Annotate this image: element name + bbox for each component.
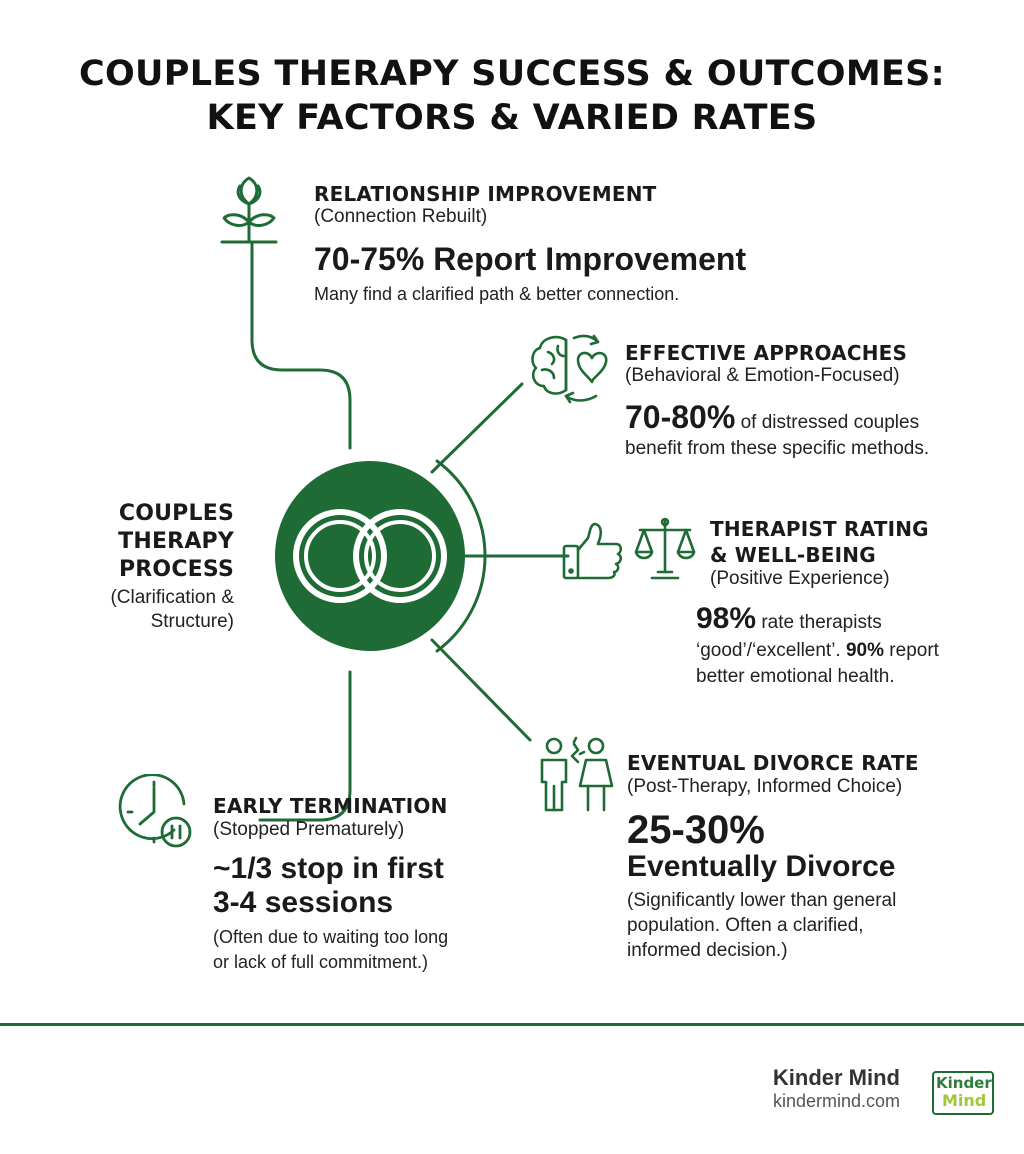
approaches-body-1: of distressed couples: [735, 412, 920, 433]
logo-text-top: Kinder: [936, 1074, 992, 1092]
divorce-body-1: (Significantly lower than general: [627, 890, 897, 911]
center-sub-1: (Clarification &: [110, 587, 234, 608]
logo-text-bottom: Mind: [942, 1091, 987, 1110]
approaches-body-2: benefit from these specific methods.: [625, 438, 930, 459]
rating-line-1: [696, 600, 882, 642]
rating-body-1: rate therapists: [756, 612, 882, 633]
interlocked-rings-icon: [275, 461, 465, 651]
center-label: [110, 500, 234, 634]
clock-pause-icon: [118, 774, 198, 854]
termination-body-2: or lack of full commitment.): [213, 952, 429, 972]
rating-body-2b: report: [884, 640, 939, 661]
rating-stat: 98%: [696, 602, 757, 635]
couple-icon: [536, 736, 616, 814]
termination-stat-2: 3-4 sessions: [213, 886, 394, 919]
rating-subheading: (Positive Experience): [710, 568, 890, 589]
divorce-subheading: (Post-Therapy, Informed Choice): [627, 776, 903, 797]
connector-divorce: [432, 640, 530, 740]
improvement-stat: 70-75% Report Improvement: [314, 241, 747, 277]
termination-heading: EARLY TERMINATION: [213, 794, 448, 818]
improvement-heading: RELATIONSHIP IMPROVEMENT: [314, 182, 657, 206]
rating-stat-2: 90%: [845, 640, 885, 661]
approaches-stat: 70-80%: [625, 399, 736, 435]
divorce-body-2: population. Often a clarified,: [627, 915, 864, 936]
center-line-3: PROCESS: [118, 557, 234, 582]
title-line-2: KEY FACTORS & VARIED RATES: [206, 98, 818, 138]
footer-divider: [0, 1023, 1024, 1026]
title-line-1: COUPLES THERAPY SUCCESS & OUTCOMES:: [79, 54, 945, 94]
plant-icon: [214, 170, 284, 248]
approaches-subheading: (Behavioral & Emotion-Focused): [625, 365, 900, 386]
termination-body-1: (Often due to waiting too long: [213, 927, 449, 947]
brain-heart-icon: [526, 330, 616, 406]
brand-logo: [932, 1071, 994, 1115]
rating-body-3: better emotional health.: [696, 666, 895, 687]
center-line-2: THERAPY: [118, 529, 234, 554]
divorce-stat-label: Eventually Divorce: [627, 850, 896, 883]
divorce-heading: EVENTUAL DIVORCE RATE: [627, 751, 919, 775]
divorce-body-3: informed decision.): [627, 940, 788, 961]
rating-heading-2: & WELL-BEING: [710, 543, 876, 567]
brand-name: Kinder Mind: [772, 1065, 900, 1090]
rating-line-2: [696, 638, 939, 663]
brand-url[interactable]: kindermind.com: [772, 1091, 900, 1111]
rating-body-2a: ‘good’/‘excellent’.: [696, 640, 846, 661]
termination-subheading: (Stopped Prematurely): [213, 819, 405, 840]
center-sub-2: Structure): [150, 611, 234, 632]
scales-icon: [632, 514, 698, 584]
improvement-body: Many find a clarified path & better connection.: [314, 284, 680, 304]
rating-heading-1: THERAPIST RATING: [710, 517, 929, 541]
thumbs-up-icon: [560, 520, 626, 582]
divorce-stat: 25-30%: [627, 808, 765, 852]
termination-stat-1: ~1/3 stop in first: [213, 852, 444, 885]
improvement-subheading: (Connection Rebuilt): [314, 206, 488, 227]
approaches-heading: EFFECTIVE APPROACHES: [625, 341, 908, 365]
center-line-1: COUPLES: [118, 501, 234, 526]
connector-approaches: [432, 384, 522, 472]
